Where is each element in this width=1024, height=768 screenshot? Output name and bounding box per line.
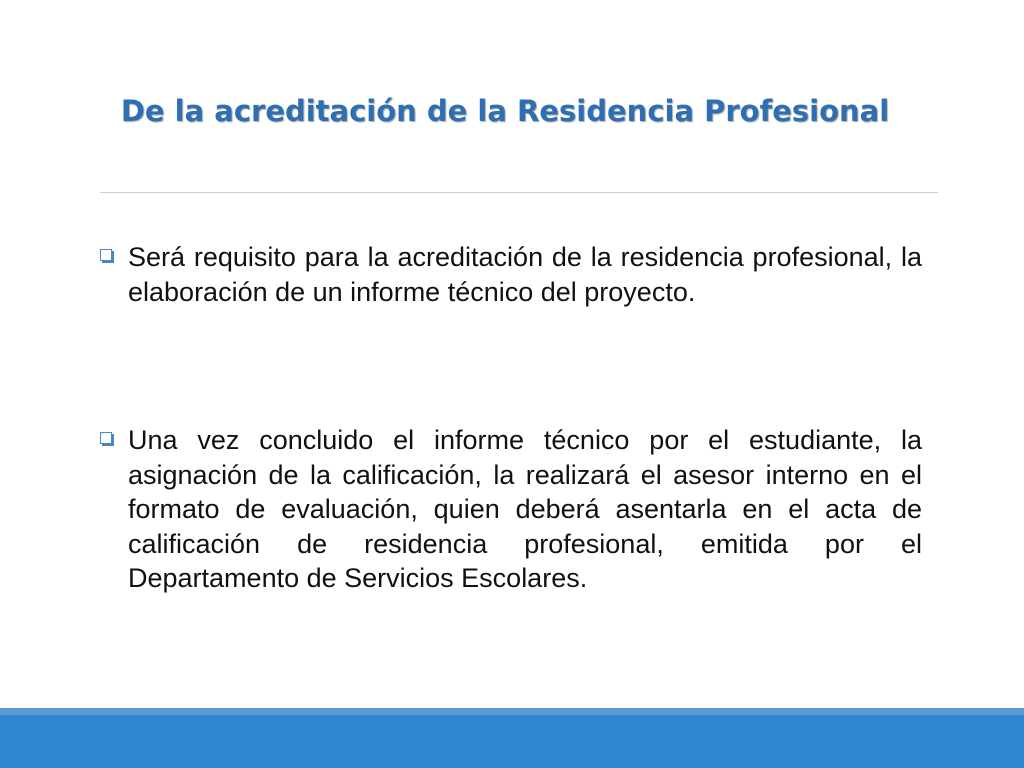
square-bullet-icon <box>100 432 122 448</box>
bullet-text-2: Una vez concluido el informe técnico por el estudiante, la asignación de la calificación, la realizará el asesor interno en el formato de evaluación, quien deberá asentarla en el acta de calificación de residencia profesional, emitida por el Departamento de Servicios Escolares. <box>128 425 922 593</box>
bullet-item-1 <box>100 240 922 309</box>
title-divider <box>100 192 938 193</box>
bullet-text-1: Será requisito para la acreditación de la residencia profesional, la elaboración de un informe técnico del proyecto. <box>128 242 922 307</box>
bullet-item-2 <box>100 423 922 596</box>
square-bullet-icon <box>100 249 122 265</box>
footer-accent-line <box>0 708 1024 715</box>
footer-bar <box>0 715 1024 768</box>
slide-title: De la acreditación de la Residencia Profesional <box>120 94 890 128</box>
